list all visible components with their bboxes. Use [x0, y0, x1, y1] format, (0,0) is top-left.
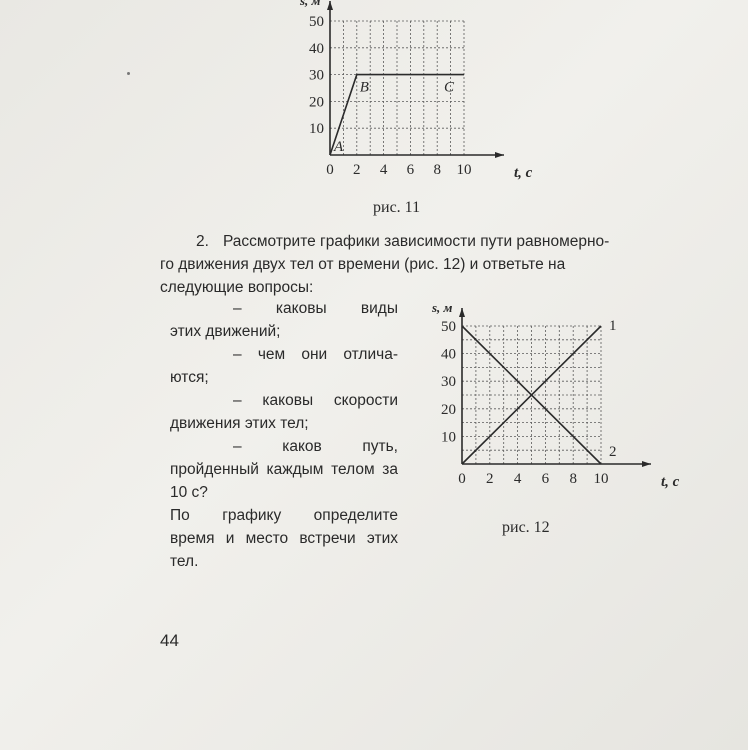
- intro-line-3: следующие вопросы:: [160, 279, 314, 296]
- series-label-2: 2: [609, 444, 617, 460]
- point-label-B: B: [359, 79, 369, 96]
- question-2-first: – чем они отлича-: [233, 344, 398, 367]
- series-label-1: 1: [609, 318, 617, 334]
- y-tick-label: 10: [441, 429, 456, 446]
- print-speck: [127, 72, 130, 75]
- page-number: 44: [160, 631, 179, 650]
- x-tick-label: 10: [456, 162, 472, 178]
- x-tick-label: 4: [379, 162, 388, 178]
- intro-line-1: Рассмотрите графики зависимости пути равномерно-: [222, 233, 610, 250]
- y-tick-label: 50: [441, 319, 456, 335]
- figure-12-caption: рис. 12: [502, 519, 550, 536]
- x-tick-label: 2: [353, 162, 361, 178]
- final-line-1: По графику определите: [170, 507, 398, 524]
- figure-12-chart: [405, 288, 680, 508]
- question-3-first: – каковы скорости: [233, 390, 398, 413]
- x-axis-arrow: [642, 461, 651, 467]
- y-axis-arrow: [459, 308, 465, 317]
- final-line-3: тел.: [170, 553, 199, 570]
- figure-11-chart: [300, 0, 540, 195]
- y-axis-arrow: [327, 1, 333, 10]
- question-1-rest: этих движений;: [170, 323, 281, 340]
- question-4-first: – каков путь,: [233, 436, 398, 459]
- y-tick-label: 30: [309, 67, 324, 84]
- x-tick-label: 2: [486, 471, 494, 487]
- x-tick-label: 4: [513, 471, 522, 487]
- x-axis-arrow: [495, 152, 504, 158]
- figure-11-axes: [327, 1, 504, 158]
- x-tick-label: 8: [433, 162, 441, 178]
- x-tick-label: 6: [541, 471, 550, 487]
- question-4-rest: пройденный каждым телом за 10 с?: [170, 461, 398, 501]
- point-label-C: C: [444, 79, 455, 96]
- y-axis-label: s, м: [432, 300, 453, 315]
- y-tick-label: 40: [309, 40, 324, 57]
- y-tick-label: 10: [309, 121, 324, 138]
- question-2-rest: ются;: [170, 369, 209, 386]
- question-3-rest: движения этих тел;: [170, 415, 309, 432]
- figure-11-caption: рис. 11: [373, 199, 421, 216]
- point-label-A: A: [334, 139, 344, 155]
- y-tick-label: 20: [309, 94, 324, 111]
- figure-12-series-labels: [609, 318, 617, 460]
- task-number: 2.: [196, 233, 209, 250]
- x-axis-label: t, с: [661, 474, 680, 490]
- intro-line-2: го движения двух тел от времени (рис. 12) и ответьте на: [160, 256, 566, 273]
- x-tick-label: 0: [458, 471, 466, 487]
- y-tick-label: 40: [441, 346, 456, 363]
- x-tick-label: 8: [569, 471, 577, 487]
- x-tick-label: 6: [406, 162, 415, 178]
- final-line-2: время и место встречи этих: [170, 530, 398, 547]
- x-tick-label: 0: [326, 162, 334, 178]
- x-tick-label: 10: [593, 471, 609, 487]
- y-axis-label: s, м: [300, 0, 321, 8]
- question-1-first: – каковы виды: [233, 298, 398, 321]
- y-tick-label: 50: [309, 14, 324, 30]
- x-axis-label: t, с: [514, 165, 533, 181]
- y-tick-label: 30: [441, 374, 456, 391]
- figure-12-axes: [459, 308, 651, 467]
- y-tick-label: 20: [441, 401, 456, 418]
